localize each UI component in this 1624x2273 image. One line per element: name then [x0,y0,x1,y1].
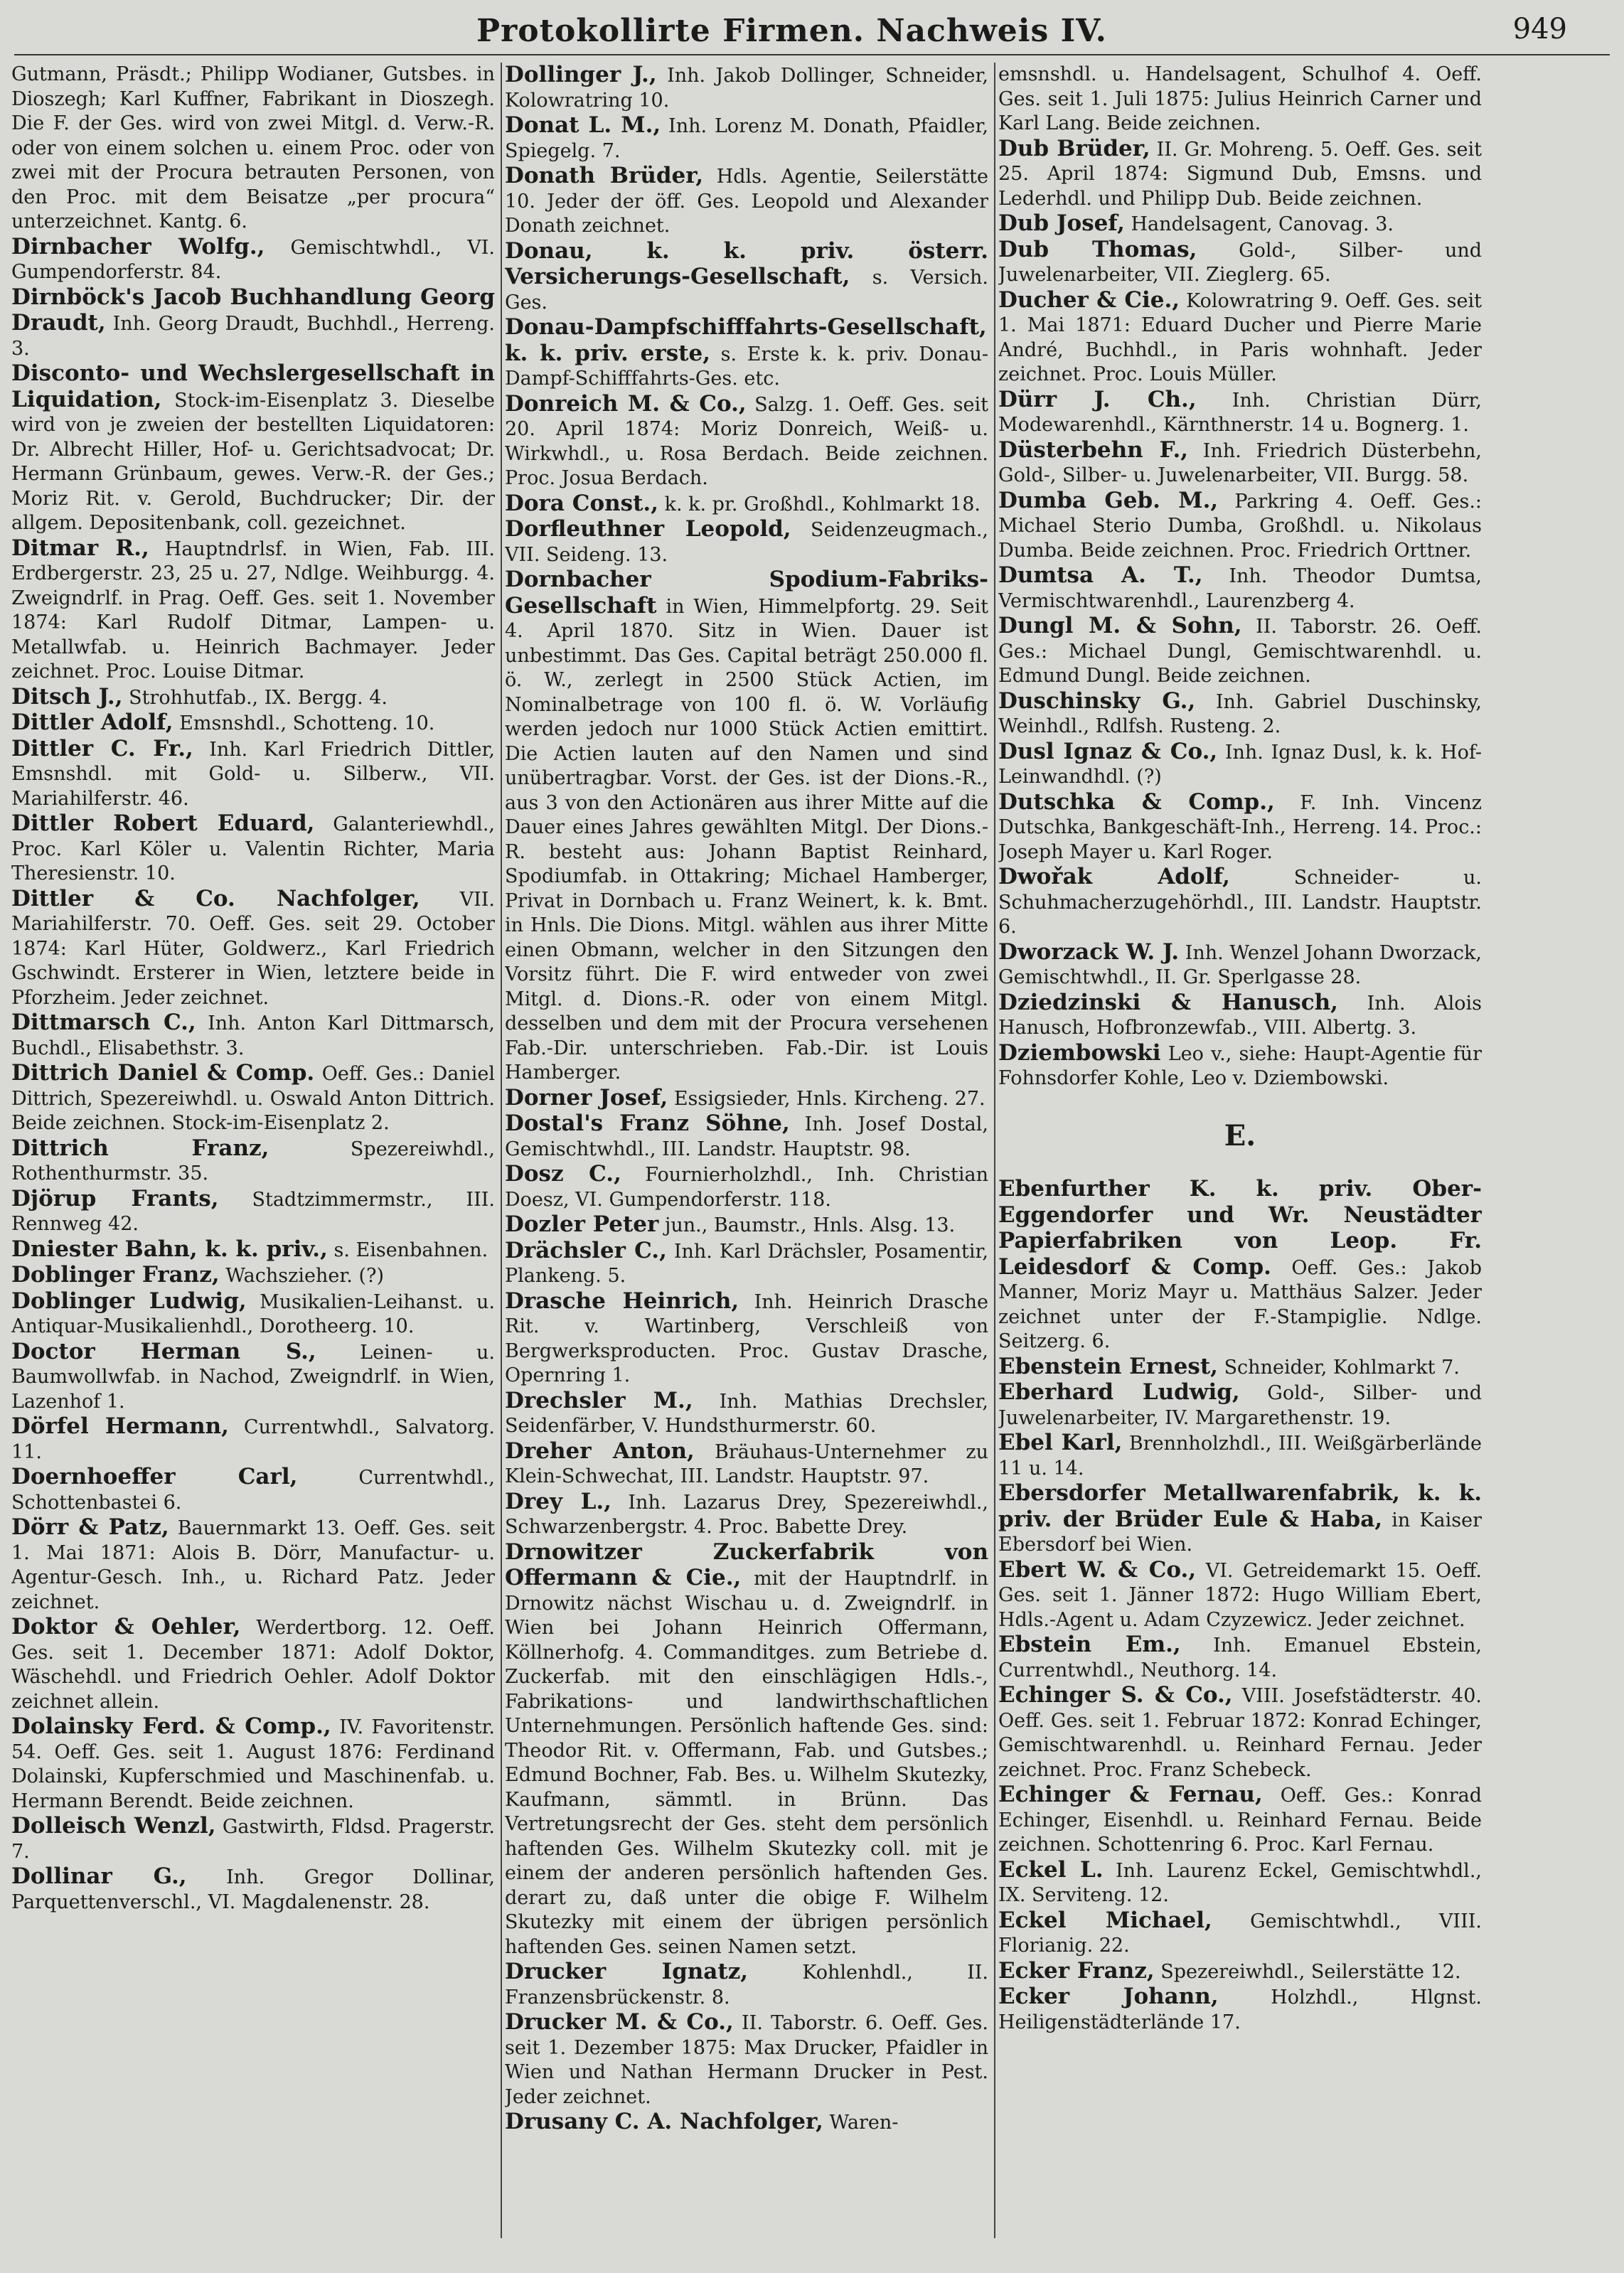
firm-name: Drnowitzer Zuckerfabrik von Offermann & Cie., [505,1539,988,1590]
firm-details: Inh. Laurenz Eckel, Gemischtwhdl., IX. Serviteng. 12. [998,1859,1482,1906]
firm-name: Disconto- und Wechslergesellschaft in Liquidation, [11,360,495,412]
firm-details: emsnshdl. u. Handelsagent, Schulhof 4. Oeff. Ges. seit 1. Juli 1875: Julius Heinrich Carner und Karl Lang. Beide zeichnen. [998,63,1482,134]
column-divider [994,63,995,2238]
firm-name: Donau-Dampfschifffahrts-Gesellschaft, k. k. priv. erste, [505,314,987,366]
directory-entry [998,237,1482,288]
firm-name: Dornbacher Spodium-Fabriks-Gesellschaft [505,567,988,619]
firm-name: Dürr J. Ch., [998,386,1197,412]
firm-name: Drucker Ignatz, [505,1959,749,1984]
directory-entry [11,1615,495,1714]
firm-details: in Kaiser Ebersdorf bei Wien. [998,1509,1482,1556]
directory-entry [11,1339,495,1415]
firm-name: Dziembowski [998,1039,1161,1066]
firm-details: Gutmann, Präsdt.; Philipp Wodianer, Gutsbes. in Dioszegh; Karl Kuffner, Fabrikant in Dioszegh. Die F. der Ges. wird von zwei Mitgl. d. Verw.-R. oder von einem solchen u. einem Proc. oder von zwei mit der Procura betrauten Personen, von den Proc. mit dem Beisatze „per procura“ unterzeichnet. Kantg. 6. [11,63,495,232]
page-header [14,13,1610,58]
firm-name: Dworzack W. J. [998,938,1180,965]
directory-entry [11,235,495,285]
firm-details: Gemischtwhdl., VI. Gumpendorferstr. 84. [11,236,495,283]
directory-entry [11,811,495,887]
firm-name: Duschinsky G., [998,688,1196,714]
firm-details: Inh. Anton Karl Dittmarsch, Buchdl., Elisabethstr. 3. [11,1012,495,1059]
firm-name: Doblinger Ludwig, [11,1288,247,1314]
firm-name: Dungl M. & Sohn, [998,613,1242,638]
firm-details: s. Versich. Ges. [505,267,988,314]
firm-name: Dosz C., [505,1161,621,1187]
directory-entry [998,1959,1482,1985]
firm-details: Oeff. Ges.: Daniel Dittrich, Spezereiwhdl. u. Oswald Anton Dittrich. Beide zeichnen. Stock-im-Eisenplatz 2. [11,1063,495,1134]
directory-entry [505,2109,988,2136]
firm-details: Hauptndrlsf. in Wien, Fab. III. Erdbergerstr. 23, 25 u. 27, Ndlge. Weihburgg. 4. Zweigndrlf. in Prag. Oeff. Ges. seit 1. November 1874: Karl Rudolf Ditmar, Lampen- u. Metallwfab. u. Heinrich Bachmayer. Jeder zeichnet. Proc. Louise Ditmar. [11,538,495,683]
firm-name: Dub Josef, [998,210,1125,236]
firm-name: Drächsler C., [505,1237,667,1263]
firm-details: Leinen- u. Baumwollwfab. in Nachod, Zweigndrlf. in Wien, Lazenhof 1. [11,1341,495,1413]
firm-name: Dozler Peter [505,1212,659,1237]
firm-name: Dittler C. Fr., [11,735,193,761]
directory-entry [11,1237,495,1263]
directory-entry [998,1380,1482,1430]
firm-details: Musikalien-Leihanst. u. Antiquar-Musikalienhdl., Dorotheerg. 10. [11,1290,495,1337]
directory-entry [505,1239,988,1289]
directory-entry [505,567,988,1086]
firm-name: Dumtsa A. T., [998,562,1203,588]
directory-entry [998,865,1482,940]
firm-name: Echinger S. & Co., [998,1682,1233,1708]
firm-name: Drey L., [505,1488,611,1514]
firm-details: F. Inh. Vincenz Dutschka, Bankgeschäft-Inh., Herreng. 14. Proc.: Joseph Mayer u. Karl Roger. [998,791,1482,863]
firm-details: Inh. Jakob Dollinger, Schneider, Kolowratring 10. [505,65,988,112]
directory-entry [998,387,1482,438]
firm-details: Strohhutfab., IX. Bergg. 4. [129,686,388,709]
directory-entry [11,1136,495,1187]
firm-details: s. Eisenbahnen. [333,1239,488,1261]
firm-details: Schneider, Kohlmarkt 7. [1224,1356,1460,1379]
directory-entry [998,614,1482,689]
firm-name: Donreich M. & Co., [505,390,747,417]
firm-details: Inh. Theodor Dumtsa, Vermischtwarenhdl., Laurenzberg 4. [998,565,1482,612]
directory-entry [998,739,1482,790]
firm-details: Inh. Lazarus Drey, Spezereiwhdl., Schwarzenbergstr. 4. Proc. Babette Drey. [505,1491,988,1538]
firm-name: Dirnbacher Wolfg., [11,233,265,260]
firm-name: Doktor & Oehler, [11,1614,241,1640]
firm-details: Fournierholzhdl., Inh. Christian Doesz, VI. Gumpendorferstr. 118. [505,1164,988,1211]
directory-entry [998,940,1482,990]
directory-entry [11,737,495,812]
firm-name: Donat L. M., [505,112,661,138]
directory-entry [998,1558,1482,1633]
directory-entry [505,1389,988,1439]
firm-details: VIII. Josefstädterstr. 40. Oeff. Ges. seit 1. Februar 1872: Konrad Echinger, Gemischtwarenhdl. u. Reinhard Fernau. Jeder zeichnet. Proc. Franz Schebeck. [998,1685,1482,1781]
directory-entry [505,315,988,392]
firm-details: Brennholzhdl., III. Weißgärberlände 11 u. 14. [998,1433,1482,1480]
directory-entry [11,887,495,1011]
directory-entry [998,790,1482,865]
directory-entry [998,288,1482,387]
firm-name: Dirnböck's Jacob Buchhandlung Georg Draudt, [11,284,495,336]
firm-name: Djörup Frants, [11,1185,219,1212]
directory-entry [998,563,1482,614]
firm-name: Dniester Bahn, k. k. priv., [11,1236,328,1262]
firm-details: Gastwirth, Fldsd. Pragerstr. 7. [11,1816,495,1863]
directory-entry [998,137,1482,212]
directory-entry [998,1908,1482,1959]
section-letter: E. [1224,1118,1256,1152]
firm-details: Kolowratring 9. Oeff. Ges. seit 1. Mai 1871: Eduard Ducher und Pierre Marie André, Buchhdl., in Paris wohnhaft. Jeder zeichnet. Proc. Louis Müller. [998,289,1482,385]
firm-name: Donau, k. k. priv. österr. Versicherungs-Gesellschaft, [505,237,988,289]
firm-name: Ditmar R., [11,535,149,561]
column-3 [998,63,1482,2252]
firm-name: Dittler Adolf, [11,710,173,735]
directory-entry [505,491,988,518]
firm-details: in Wien, Himmelpfortg. 29. Seit 4. April 1870. Sitz in Wien. Dauer ist unbestimmt. Das Ges. Capital beträgt 250.000 fl. ö. W., zerlegt in 2500 Stück Actien, im Nominalbetrage von 100 fl. ö. W. Vorläufig werden jedoch nur 1000 Stück Actien emittirt. Die Actien lauten auf den Namen und sind unübertragbar. Vorst. der Ges. ist der Dions.-R., aus 3 von den Actionären aus ihrer Mitte auf die Dauer eines Jahres gewählten Mitgl. Der Dions.-R. besteht aus: Johann Baptist Reinhard, Spodiumfab. in Ottakring; Michael Hamberger, Privat in Dornbach u. Franz Weinert, k. k. Bmt. in Hnls. Die Dions. Mitgl. wählen aus ihrer Mitte einen Obmann, welcher in den Sitzungen den Vorsitz führt. Die F. wird entweder von zwei Mitgl. d. Dions.-R. oder von einem Mitgl. desselben und dem mit der Procura versehenen Fab.-Dir. unterschrieben. Fab.-Dir. ist Louis Hamberger. [505,595,988,1084]
firm-name: Dorner Josef, [505,1084,668,1111]
firm-details: Inh. Wenzel Johann Dworzack, Gemischtwhdl., II. Gr. Sperlgasse 28. [998,941,1482,988]
firm-details: Galanteriewhdl., Proc. Karl Köler u. Valentin Richter, Maria Theresienstr. 10. [11,813,495,884]
firm-details: Gold-, Silber- und Juwelenarbeiter, VII. Zieglerg. 65. [998,239,1482,286]
firm-name: Drusany C. A. Nachfolger, [505,2109,823,2134]
firm-name: Dittler Robert Eduard, [11,811,315,836]
firm-details: Seidenzeugmach., VII. Seideng. 13. [505,519,988,566]
firm-details: Spezereiwhdl., Seilerstätte 12. [1160,1960,1461,1983]
firm-name: Ebert W. & Co., [998,1556,1197,1583]
firm-name: Doblinger Franz, [11,1262,220,1288]
firm-name: Doctor Herman S., [11,1338,316,1364]
directory-entry [505,1111,988,1162]
firm-details: Inh. Friedrich Düsterbehn, Gold-, Silber- u. Juwelenarbeiter, VII. Burgg. 58. [998,439,1482,486]
directory-entry [505,517,988,567]
column-2 [505,63,988,2252]
directory-entry [505,392,988,491]
firm-details: Oeff. Ges.: Konrad Echinger, Eisenhdl. u. Reinhard Fernau. Beide zeichnen. Schottenring 6. Proc. Karl Fernau. [998,1785,1482,1856]
directory-entry [998,1683,1482,1782]
firm-details: k. k. pr. Großhdl., Kohlmarkt 18. [664,493,981,515]
directory-entry [11,361,495,536]
directory-entry [11,1010,495,1061]
firm-details: Inh. Gabriel Duschinsky, Weinhdl., Rdlfsh. Rusteng. 2. [998,690,1482,737]
firm-details: Bauernmarkt 13. Oeff. Ges. seit 1. Mai 1871: Alois B. Dörr, Manufactur- u. Agentur-Gesch. Inh., u. Richard Patz. Jeder zeichnet. [11,1517,495,1613]
directory-entry [11,1515,495,1615]
directory-entry [505,1490,988,1540]
firm-details: Inh. Emanuel Ebstein, Currentwhdl., Neuthorg. 14. [998,1635,1482,1681]
firm-details: Schneider- u. Schuhmacherzugehörhdl., III. Landstr. Hauptstr. 6. [998,867,1482,938]
firm-name: Dittmarsch C., [11,1010,196,1035]
firm-name: Dittler & Co. Nachfolger, [11,885,420,911]
firm-details: Inh. Karl Friedrich Dittler, Emsnshdl. mit Gold- u. Silberw., VII. Mariahilferstr. 46. [11,738,495,810]
firm-name: Dub Brüder, [998,135,1150,161]
firm-name: Ecker Johann, [998,1984,1219,2009]
firm-name: Ebenstein Ernest, [998,1353,1218,1379]
firm-details: Gemischtwhdl., VIII. Florianig. 22. [998,1910,1482,1957]
firm-name: Dumba Geb. M., [998,487,1219,513]
directory-entry [505,2010,988,2109]
directory-entry [11,1714,495,1814]
firm-name: Dorfleuthner Leopold, [505,516,791,542]
directory-entry [998,488,1482,564]
firm-name: Eberhard Ludwig, [998,1379,1240,1405]
directory-entry [998,211,1482,237]
firm-details: Inh. Georg Draudt, Buchhdl., Herreng. 3. [11,313,495,360]
firm-details: Hdls. Agentie, Seilerstätte 10. Jeder der öff. Ges. Leopold und Alexander Donath zeichnet. [505,166,988,237]
page-number: 949 [1512,13,1567,46]
directory-entry [11,1061,495,1136]
firm-name: Dollinar G., [11,1863,187,1889]
directory-entry [998,438,1482,488]
firm-name: Dörr & Patz, [11,1514,169,1540]
directory-entry [998,689,1482,739]
directory-entry [998,1782,1482,1858]
firm-name: Ebel Karl, [998,1430,1123,1455]
firm-details: Stadtzimmermstr., III. Rennweg 42. [11,1188,495,1235]
firm-name: Dörfel Hermann, [11,1413,229,1439]
firm-details: Waren- [829,2112,899,2134]
directory-entry [11,1465,495,1515]
directory-entry [505,63,988,113]
directory-entry [11,63,495,235]
firm-details: Handelsagent, Canovag. 3. [1131,213,1394,235]
firm-details: IV. Favoritenstr. 54. Oeff. Ges. seit 1. August 1876: Ferdinand Dolainski, Kupferschmied und Maschinenfab. u. Hermann Berendt. Beide zeichnen. [11,1716,495,1812]
firm-name: Doernhoeffer Carl, [11,1464,298,1490]
directory-entry [998,1177,1482,1354]
firm-name: Düsterbehn F., [998,437,1189,463]
firm-details: Inh. Josef Dostal, Gemischtwhdl., III. Landstr. Hauptstr. 98. [505,1113,988,1160]
directory-entry [11,1864,495,1915]
firm-details: II. Taborstr. 6. Oeff. Ges. seit 1. Dezember 1875: Max Drucker, Pfaidler in Wien und Nathan Hermann Drucker in Pest. Jeder zeichnet. [505,2012,988,2108]
directory-entry [505,113,988,164]
firm-details: s. Erste k. k. priv. Donau-Dampf-Schifffahrts-Ges. etc. [505,343,988,390]
firm-name: Dwořak Adolf, [998,864,1230,889]
directory-entry [11,685,495,711]
firm-details: Inh. Mathias Drechsler, Seidenfärber, V. Hundsthurmerstr. 60. [505,1390,988,1437]
page-title: Protokollirte Firmen. Nachweis IV. [476,13,1107,49]
firm-details: Emsnshdl., Schotteng. 10. [179,712,435,734]
directory-entry [11,1814,495,1864]
directory-entry [11,285,495,362]
firm-details: II. Gr. Mohreng. 5. Oeff. Ges. seit 25. April 1874: Sigmund Dub, Emsns. und Lederhdl. und Philipp Dub. Beide zeichnen. [998,138,1482,210]
directory-entry [505,1959,988,2010]
firm-details: jun., Baumstr., Hnls. Alsg. 13. [664,1214,956,1236]
firm-name: Drechsler M., [505,1387,693,1413]
firm-name: Dora Const., [505,490,659,516]
firm-details: VII. Mariahilferstr. 70. Oeff. Ges. seit 29. October 1874: Karl Hüter, Goldwerz., Karl Friedrich Gschwindt. Ersterer in Wien, letztere beide in Pforzheim. Jeder zeichnet. [11,888,495,1009]
firm-name: Ditsch J., [11,683,123,710]
columns [11,63,1610,2252]
firm-details: Stock-im-Eisenplatz 3. Dieselbe wird von je zweien der bestellten Liquidatoren: Dr. Albrecht Hiller, Hof- u. Gerichtsadvocat; Dr. Hermann Grünbaum, gewes. Verw.-R. der Ges.; Moriz Rit. v. Gerold, Buchdrucker; Dir. der allgem. Depositenbank, coll. gezeichnet. [11,389,495,534]
firm-details: Holzhdl., Hlgnst. Heiligenstädterlände 17. [998,1986,1482,2033]
column-1 [11,63,495,2252]
firm-details: Wachszieher. (?) [225,1265,384,1287]
firm-details: Gold-, Silber- und Juwelenarbeiter, IV. Margarethenstr. 19. [998,1382,1482,1429]
firm-details: Inh. Karl Drächsler, Posamentir, Plankeng. 5. [505,1240,988,1287]
firm-name: Dostal's Franz Söhne, [505,1111,790,1136]
firm-name: Dittrich Daniel & Comp. [11,1060,315,1086]
firm-details: Inh. Alois Hanusch, Hofbronzewfab., VIII. Albertg. 3. [998,992,1482,1039]
firm-name: Ducher & Cie., [998,287,1180,313]
firm-name: Dutschka & Comp., [998,788,1275,815]
firm-details: Leo v., siehe: Haupt-Agentie für Fohnsdorfer Kohle, Leo v. Dziembowski. [998,1042,1482,1089]
directory-entry [998,990,1482,1041]
firm-details: Werdertborg. 12. Oeff. Ges. seit 1. December 1871: Adolf Doktor, Wäschehdl. und Friedrich Oehler. Adolf Doktor zeichnet allein. [11,1617,495,1713]
firm-details: Salzg. 1. Oeff. Ges. seit 20. April 1874: Moriz Donreich, Weiß- u. Wirkwhdl., u. Rosa Berdach. Beide zeichnen. Proc. Josua Berdach. [505,393,988,489]
directory-entry [11,1263,495,1289]
firm-details: Inh. Christian Dürr, Modewarenhdl., Kärnthnerstr. 14 u. Bognerg. 1. [998,389,1482,436]
firm-name: Dub Thomas, [998,236,1197,262]
directory-entry [998,1984,1482,2035]
column-divider [501,63,502,2238]
firm-details: Spezereiwhdl., Rothenthurmstr. 35. [11,1138,495,1184]
directory-entry [998,1041,1482,1091]
firm-details: Parkring 4. Oeff. Ges.: Michael Sterio Dumba, Großhdl. u. Nikolaus Dumba. Beide zeichnen. Proc. Friedrich Orttner. [998,490,1482,562]
firm-name: Ebstein Em., [998,1632,1181,1657]
firm-name: Dittrich Franz, [11,1135,269,1161]
firm-details: Inh. Gregor Dollinar, Parquettenverschl., VI. Magdalenenstr. 28. [11,1866,495,1913]
firm-name: Drucker M. & Co., [505,2009,734,2035]
directory-entry [998,63,1482,137]
firm-details: Inh. Ignaz Dusl, k. k. Hof-Leinwandhdl. (?) [998,741,1482,788]
directory-entry [998,1430,1482,1481]
firm-name: Eckel Michael, [998,1907,1212,1933]
firm-name: Dollinger J., [505,63,657,87]
firm-details: Inh. Heinrich Drasche Rit. v. Wartinberg, Verschleiß von Bergwerksproducten. Proc. Gustav Drasche, Opernring 1. [505,1290,988,1386]
directory-entry [998,1481,1482,1558]
firm-details: Currentwhdl., Salvatorg. 11. [11,1416,495,1463]
firm-details: Inh. Lorenz M. Donath, Pfaidler, Spiegelg. 7. [505,115,988,162]
firm-name: Drasche Heinrich, [505,1288,739,1314]
firm-name: Ebenfurther K. k. priv. Ober-Eggendorfer und Wr. Neustädter Papierfabriken von Leop. Fr. Leidesdorf & Comp. [998,1176,1482,1280]
directory-entry [998,1354,1482,1381]
directory-entry [505,1086,988,1112]
header-rule [14,54,1610,55]
directory-entry [998,1858,1482,1908]
firm-name: Dreher Anton, [505,1438,695,1464]
firm-name: Dolainsky Ferd. & Comp., [11,1713,331,1739]
directory-entry [11,1187,495,1237]
firm-details: VI. Getreidemarkt 15. Oeff. Ges. seit 1. Jänner 1872: Hugo William Ebert, Hdls.-Agent u. Adam Czyzewicz. Jeder zeichnet. [998,1559,1482,1631]
directory-entry [11,1414,495,1465]
firm-details: Bräuhaus-Unternehmer zu Klein-Schwechat, III. Landstr. Hauptstr. 97. [505,1440,988,1487]
firm-details: Kohlenhdl., II. Franzensbrückenstr. 8. [505,1962,988,2009]
firm-details: Essigsieder, Hnls. Kircheng. 27. [673,1087,985,1110]
firm-name: Ecker Franz, [998,1957,1155,1984]
firm-details: Currentwhdl., Schottenbastei 6. [11,1467,495,1514]
firm-name: Dziedzinski & Hanusch, [998,989,1338,1015]
firm-name: Echinger & Fernau, [998,1782,1263,1807]
firm-details: II. Taborstr. 26. Oeff. Ges.: Michael Dungl, Gemischtwarenhdl. u. Edmund Dungl. Beide zeichnen. [998,616,1482,687]
directory-entry [998,1632,1482,1683]
directory-entry [11,1289,495,1339]
directory-entry [505,1162,988,1212]
directory-entry [505,1212,988,1239]
directory-entry [505,164,988,239]
firm-name: Eckel L. [998,1856,1104,1883]
directory-entry [505,1439,988,1490]
firm-name: Dusl Ignaz & Co., [998,738,1218,764]
directory-entry [11,710,495,737]
directory-entry [505,239,988,316]
firm-name: Ebersdorfer Metallwarenfabrik, k. k. priv. der Brüder Eule & Haba, [998,1480,1482,1532]
firm-name: Dolleisch Wenzl, [11,1813,216,1839]
directory-entry [505,1289,988,1389]
firm-name: Donath Brüder, [505,163,704,188]
directory-entry [505,1540,988,1960]
directory-entry [11,536,495,685]
firm-details: mit der Hauptndrlf. in Drnowitz nächst Wischau u. d. Zweigndrlf. in Wien bei Johann Heinrich Offermann, Köllnerhofg. 4. Commanditges. zum Betriebe d. Zuckerfab. mit den einschlägigen Hdls.-, Fabrikations- und landwirthschaftlichen Unternehmungen. Persönlich haftende Ges. sind: Theodor Rit. v. Offermann, Fab. und Gutsbes.; Edmund Bochner, Fab. Bes. u. Wilhelm Skutezky, Kaufmann, sämmtl. in Brünn. Das Vertretungsrecht der Ges. steht dem persönlich haftenden Ges. Wilhelm Skutezky coll. mit je einem der anderen persönlich haftenden Ges. derart zu, daß unter die obige F. Wilhelm Skutezky mit einem der übrigen persönlich haftenden Ges. seinen Namen setzt. [505,1568,988,1958]
firm-details: Oeff. Ges.: Jakob Manner, Moriz Mayr u. Matthäus Salzer. Jeder zeichnet unter der F.-Stampiglie. Ndlge. Seitzerg. 6. [998,1256,1482,1352]
